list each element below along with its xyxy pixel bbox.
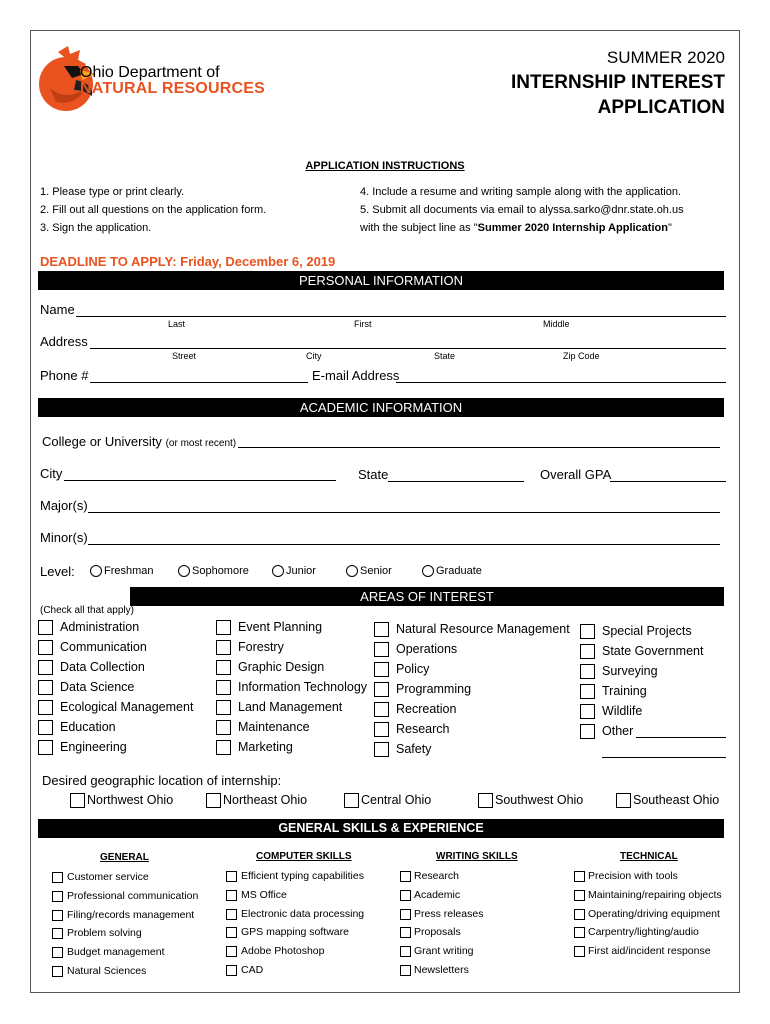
interest-item-label: Other <box>602 724 634 738</box>
skill-item-label: Research <box>414 870 459 882</box>
skill-checkbox[interactable] <box>52 966 63 977</box>
interest-checkbox[interactable] <box>38 660 53 675</box>
interest-checkbox[interactable] <box>38 640 53 655</box>
skill-checkbox[interactable] <box>400 871 411 882</box>
name-sub-middle: Middle <box>543 319 570 329</box>
subject-prefix: with the subject line as " <box>360 222 478 234</box>
radio-icon <box>178 565 190 577</box>
interest-item-label: Policy <box>396 662 430 676</box>
interest-checkbox[interactable] <box>580 704 595 719</box>
interest-checkbox[interactable] <box>374 702 389 717</box>
skill-item-label: Newsletters <box>414 964 469 976</box>
interest-checkbox[interactable] <box>580 664 595 679</box>
interest-item-label: Administration <box>60 620 140 634</box>
instruction-item: 1. Please type or print clearly. <box>40 186 185 198</box>
interest-item-label: Education <box>60 720 116 734</box>
radio-icon <box>90 565 102 577</box>
location-checkbox[interactable] <box>344 793 359 808</box>
org-name-line1: Ohio Department of <box>80 64 220 81</box>
academic-info-heading: ACADEMIC INFORMATION <box>38 398 724 417</box>
instruction-item: 3. Sign the application. <box>40 222 152 234</box>
technical-skills-head: TECHNICAL <box>620 851 678 862</box>
instruction-item: 2. Fill out all questions on the application form. <box>40 204 267 216</box>
level-text: Sophomore <box>192 565 249 577</box>
skill-checkbox[interactable] <box>400 890 411 901</box>
college-label-text: College or University <box>42 434 162 449</box>
skill-item-label: Maintaining/repairing objects <box>588 889 722 901</box>
skill-checkbox[interactable] <box>226 927 237 938</box>
level-option-freshman[interactable] <box>90 565 154 577</box>
interest-item-label: Information Technology <box>238 680 368 694</box>
other-interest-field[interactable] <box>636 737 726 738</box>
skill-item-label: Proposals <box>414 926 461 938</box>
instruction-item: 4. Include a resume and writing sample along with the application. <box>360 186 682 198</box>
radio-icon <box>346 565 358 577</box>
form-title-line2: APPLICATION <box>597 97 725 118</box>
other-interest-field-2[interactable] <box>602 757 726 758</box>
city-label: City <box>40 466 63 481</box>
interest-item-label: Research <box>396 722 450 736</box>
skill-checkbox[interactable] <box>52 910 63 921</box>
skills-heading: GENERAL SKILLS & EXPERIENCE <box>38 819 724 838</box>
interest-item-label: Surveying <box>602 664 658 678</box>
interest-item-label: Event Planning <box>238 620 323 634</box>
interest-checkbox[interactable] <box>374 722 389 737</box>
form-title-line1: INTERNSHIP INTEREST <box>511 72 725 93</box>
skill-checkbox[interactable] <box>574 890 585 901</box>
interest-checkbox[interactable] <box>580 684 595 699</box>
skill-item-label: Adobe Photoshop <box>241 945 325 957</box>
interest-checkbox[interactable] <box>38 720 53 735</box>
skill-item-label: Natural Sciences <box>67 965 147 977</box>
skill-checkbox[interactable] <box>400 965 411 976</box>
skill-item-label: Grant writing <box>414 945 474 957</box>
college-note: (or most recent) <box>165 438 237 449</box>
name-sub-first: First <box>354 319 372 329</box>
phone-label: Phone # <box>40 368 89 383</box>
skill-item-label: GPS mapping software <box>241 926 349 938</box>
level-option-junior[interactable] <box>272 565 316 577</box>
instruction-subject-line <box>360 222 672 234</box>
level-option-graduate[interactable] <box>422 565 482 577</box>
interest-item-label: Maintenance <box>238 720 310 734</box>
skill-item-label: Efficient typing capabilities <box>241 870 364 882</box>
skill-checkbox[interactable] <box>400 946 411 957</box>
address-sub-city: City <box>306 351 322 361</box>
skill-checkbox[interactable] <box>574 927 585 938</box>
skill-item-label: Press releases <box>414 908 484 920</box>
skill-item-label: Problem solving <box>67 927 142 939</box>
instructions-heading: APPLICATION INSTRUCTIONS <box>305 160 465 172</box>
level-label: Level: <box>40 564 75 579</box>
interest-item-label: Engineering <box>60 740 127 754</box>
interest-item-label: Marketing <box>238 740 293 754</box>
name-label: Name <box>40 302 75 317</box>
interest-item-label: Communication <box>60 640 147 654</box>
email-label: E-mail Address <box>312 368 400 383</box>
interest-checkbox[interactable] <box>216 740 231 755</box>
skill-item-label: Customer service <box>67 871 149 883</box>
majors-field[interactable] <box>88 512 720 513</box>
minors-field[interactable] <box>88 544 720 545</box>
deadline-notice: DEADLINE TO APPLY: Friday, December 6, 2019 <box>40 254 336 269</box>
skill-item-label: MS Office <box>241 889 287 901</box>
interest-item-label: Special Projects <box>602 624 692 638</box>
interest-checkbox[interactable] <box>38 700 53 715</box>
interest-item-label: Programming <box>396 682 472 696</box>
address-sub-street: Street <box>172 351 197 361</box>
interest-item-label: Data Science <box>60 680 135 694</box>
interest-checkbox[interactable] <box>216 620 231 635</box>
skill-item-label: Academic <box>414 889 461 901</box>
skill-checkbox[interactable] <box>52 872 63 883</box>
interest-item-label: Forestry <box>238 640 284 654</box>
interest-checkbox[interactable] <box>374 682 389 697</box>
location-label-item: Northeast Ohio <box>223 793 308 807</box>
skill-checkbox[interactable] <box>52 928 63 939</box>
skill-item-label: First aid/incident response <box>588 945 711 957</box>
level-text: Junior <box>286 565 316 577</box>
general-skills-head: GENERAL <box>100 852 149 863</box>
location-label-item: Northwest Ohio <box>87 793 174 807</box>
email-field[interactable] <box>396 382 726 383</box>
college-label <box>42 434 236 449</box>
skill-item-label: Carpentry/lighting/audio <box>588 926 699 938</box>
subject-suffix: " <box>667 222 672 234</box>
radio-icon <box>422 565 434 577</box>
level-option-sophomore[interactable] <box>178 565 249 577</box>
skill-item-label: Filing/records management <box>67 909 195 921</box>
skill-checkbox[interactable] <box>226 909 237 920</box>
interest-item-label: Operations <box>396 642 458 656</box>
minors-label: Minor(s) <box>40 530 88 545</box>
gpa-label: Overall GPA <box>540 467 612 482</box>
location-label: Desired geographic location of internship: <box>42 773 282 788</box>
interest-item-label: Land Management <box>238 700 343 714</box>
interest-checkbox[interactable] <box>580 644 595 659</box>
level-text: Graduate <box>436 565 482 577</box>
interest-item-label: Training <box>602 684 647 698</box>
instruction-item: 5. Submit all documents via email to alyssa.sarko@dnr.state.oh.us <box>360 204 684 216</box>
interest-checkbox[interactable] <box>374 642 389 657</box>
majors-label: Major(s) <box>40 498 88 513</box>
gpa-field[interactable] <box>610 481 726 482</box>
location-label-item: Southwest Ohio <box>495 793 584 807</box>
skill-checkbox[interactable] <box>52 891 63 902</box>
skill-checkbox[interactable] <box>226 965 237 976</box>
interest-item-label: Ecological Management <box>60 700 194 714</box>
address-sub-zip: Zip Code <box>563 351 600 361</box>
skill-item-label: CAD <box>241 964 264 976</box>
address-field[interactable] <box>90 348 726 349</box>
skill-item-label: Electronic data processing <box>241 908 365 920</box>
radio-icon <box>272 565 284 577</box>
interest-checkbox[interactable] <box>580 624 595 639</box>
skill-checkbox[interactable] <box>52 947 63 958</box>
skill-checkbox[interactable] <box>574 909 585 920</box>
interest-checkbox[interactable] <box>38 620 53 635</box>
state-field[interactable] <box>388 481 524 482</box>
location-checkbox[interactable] <box>478 793 493 808</box>
address-sub-state: State <box>434 351 456 361</box>
season-label: SUMMER 2020 <box>606 48 725 67</box>
address-label: Address <box>40 334 88 349</box>
writing-skills-head: WRITING SKILLS <box>436 851 518 862</box>
interest-item-label: Graphic Design <box>238 660 325 674</box>
interest-checkbox[interactable] <box>374 662 389 677</box>
phone-field[interactable] <box>90 382 308 383</box>
interest-checkbox[interactable] <box>216 660 231 675</box>
skill-checkbox[interactable] <box>574 871 585 882</box>
personal-info-heading: PERSONAL INFORMATION <box>38 271 724 290</box>
areas-of-interest-heading: AREAS OF INTEREST <box>130 587 724 606</box>
name-field[interactable] <box>76 316 726 317</box>
interest-item-label: Recreation <box>396 702 457 716</box>
interest-item-label: Data Collection <box>60 660 145 674</box>
skill-item-label: Precision with tools <box>588 870 678 882</box>
skill-checkbox[interactable] <box>226 871 237 882</box>
location-checkbox[interactable] <box>70 793 85 808</box>
interest-checkbox[interactable] <box>374 742 389 757</box>
state-label: State <box>358 467 389 482</box>
computer-skills-head: COMPUTER SKILLS <box>256 851 352 862</box>
college-field[interactable] <box>238 447 720 448</box>
interest-checkbox[interactable] <box>216 720 231 735</box>
check-all-note: (Check all that apply) <box>40 605 134 616</box>
interest-checkbox[interactable] <box>216 700 231 715</box>
interest-checkbox[interactable] <box>374 622 389 637</box>
interest-checkbox[interactable] <box>580 724 595 739</box>
level-text: Senior <box>360 565 392 577</box>
location-checkbox[interactable] <box>616 793 631 808</box>
interest-item-label: State Government <box>602 644 704 658</box>
org-name-line2: NATURAL RESOURCES <box>80 80 266 97</box>
skill-item-label: Budget management <box>67 946 165 958</box>
subject-bold: Summer 2020 Internship Application <box>477 222 668 234</box>
level-option-senior[interactable] <box>346 565 392 577</box>
location-checkbox[interactable] <box>206 793 221 808</box>
interest-checkbox[interactable] <box>38 740 53 755</box>
skill-item-label: Operating/driving equipment <box>588 908 720 920</box>
interest-item-label: Wildlife <box>602 704 643 718</box>
interest-checkbox[interactable] <box>216 640 231 655</box>
interest-item-label: Safety <box>396 742 432 756</box>
level-text: Freshman <box>104 565 154 577</box>
city-field[interactable] <box>64 480 336 481</box>
skill-item-label: Professional communication <box>67 890 199 902</box>
skill-checkbox[interactable] <box>400 909 411 920</box>
name-sub-last: Last <box>168 319 186 329</box>
interest-item-label: Natural Resource Management <box>396 622 570 636</box>
location-label-item: Southeast Ohio <box>633 793 720 807</box>
skill-checkbox[interactable] <box>400 927 411 938</box>
skill-checkbox[interactable] <box>574 946 585 957</box>
location-label-item: Central Ohio <box>361 793 432 807</box>
skill-checkbox[interactable] <box>226 890 237 901</box>
interest-checkbox[interactable] <box>38 680 53 695</box>
skill-checkbox[interactable] <box>226 946 237 957</box>
interest-checkbox[interactable] <box>216 680 231 695</box>
